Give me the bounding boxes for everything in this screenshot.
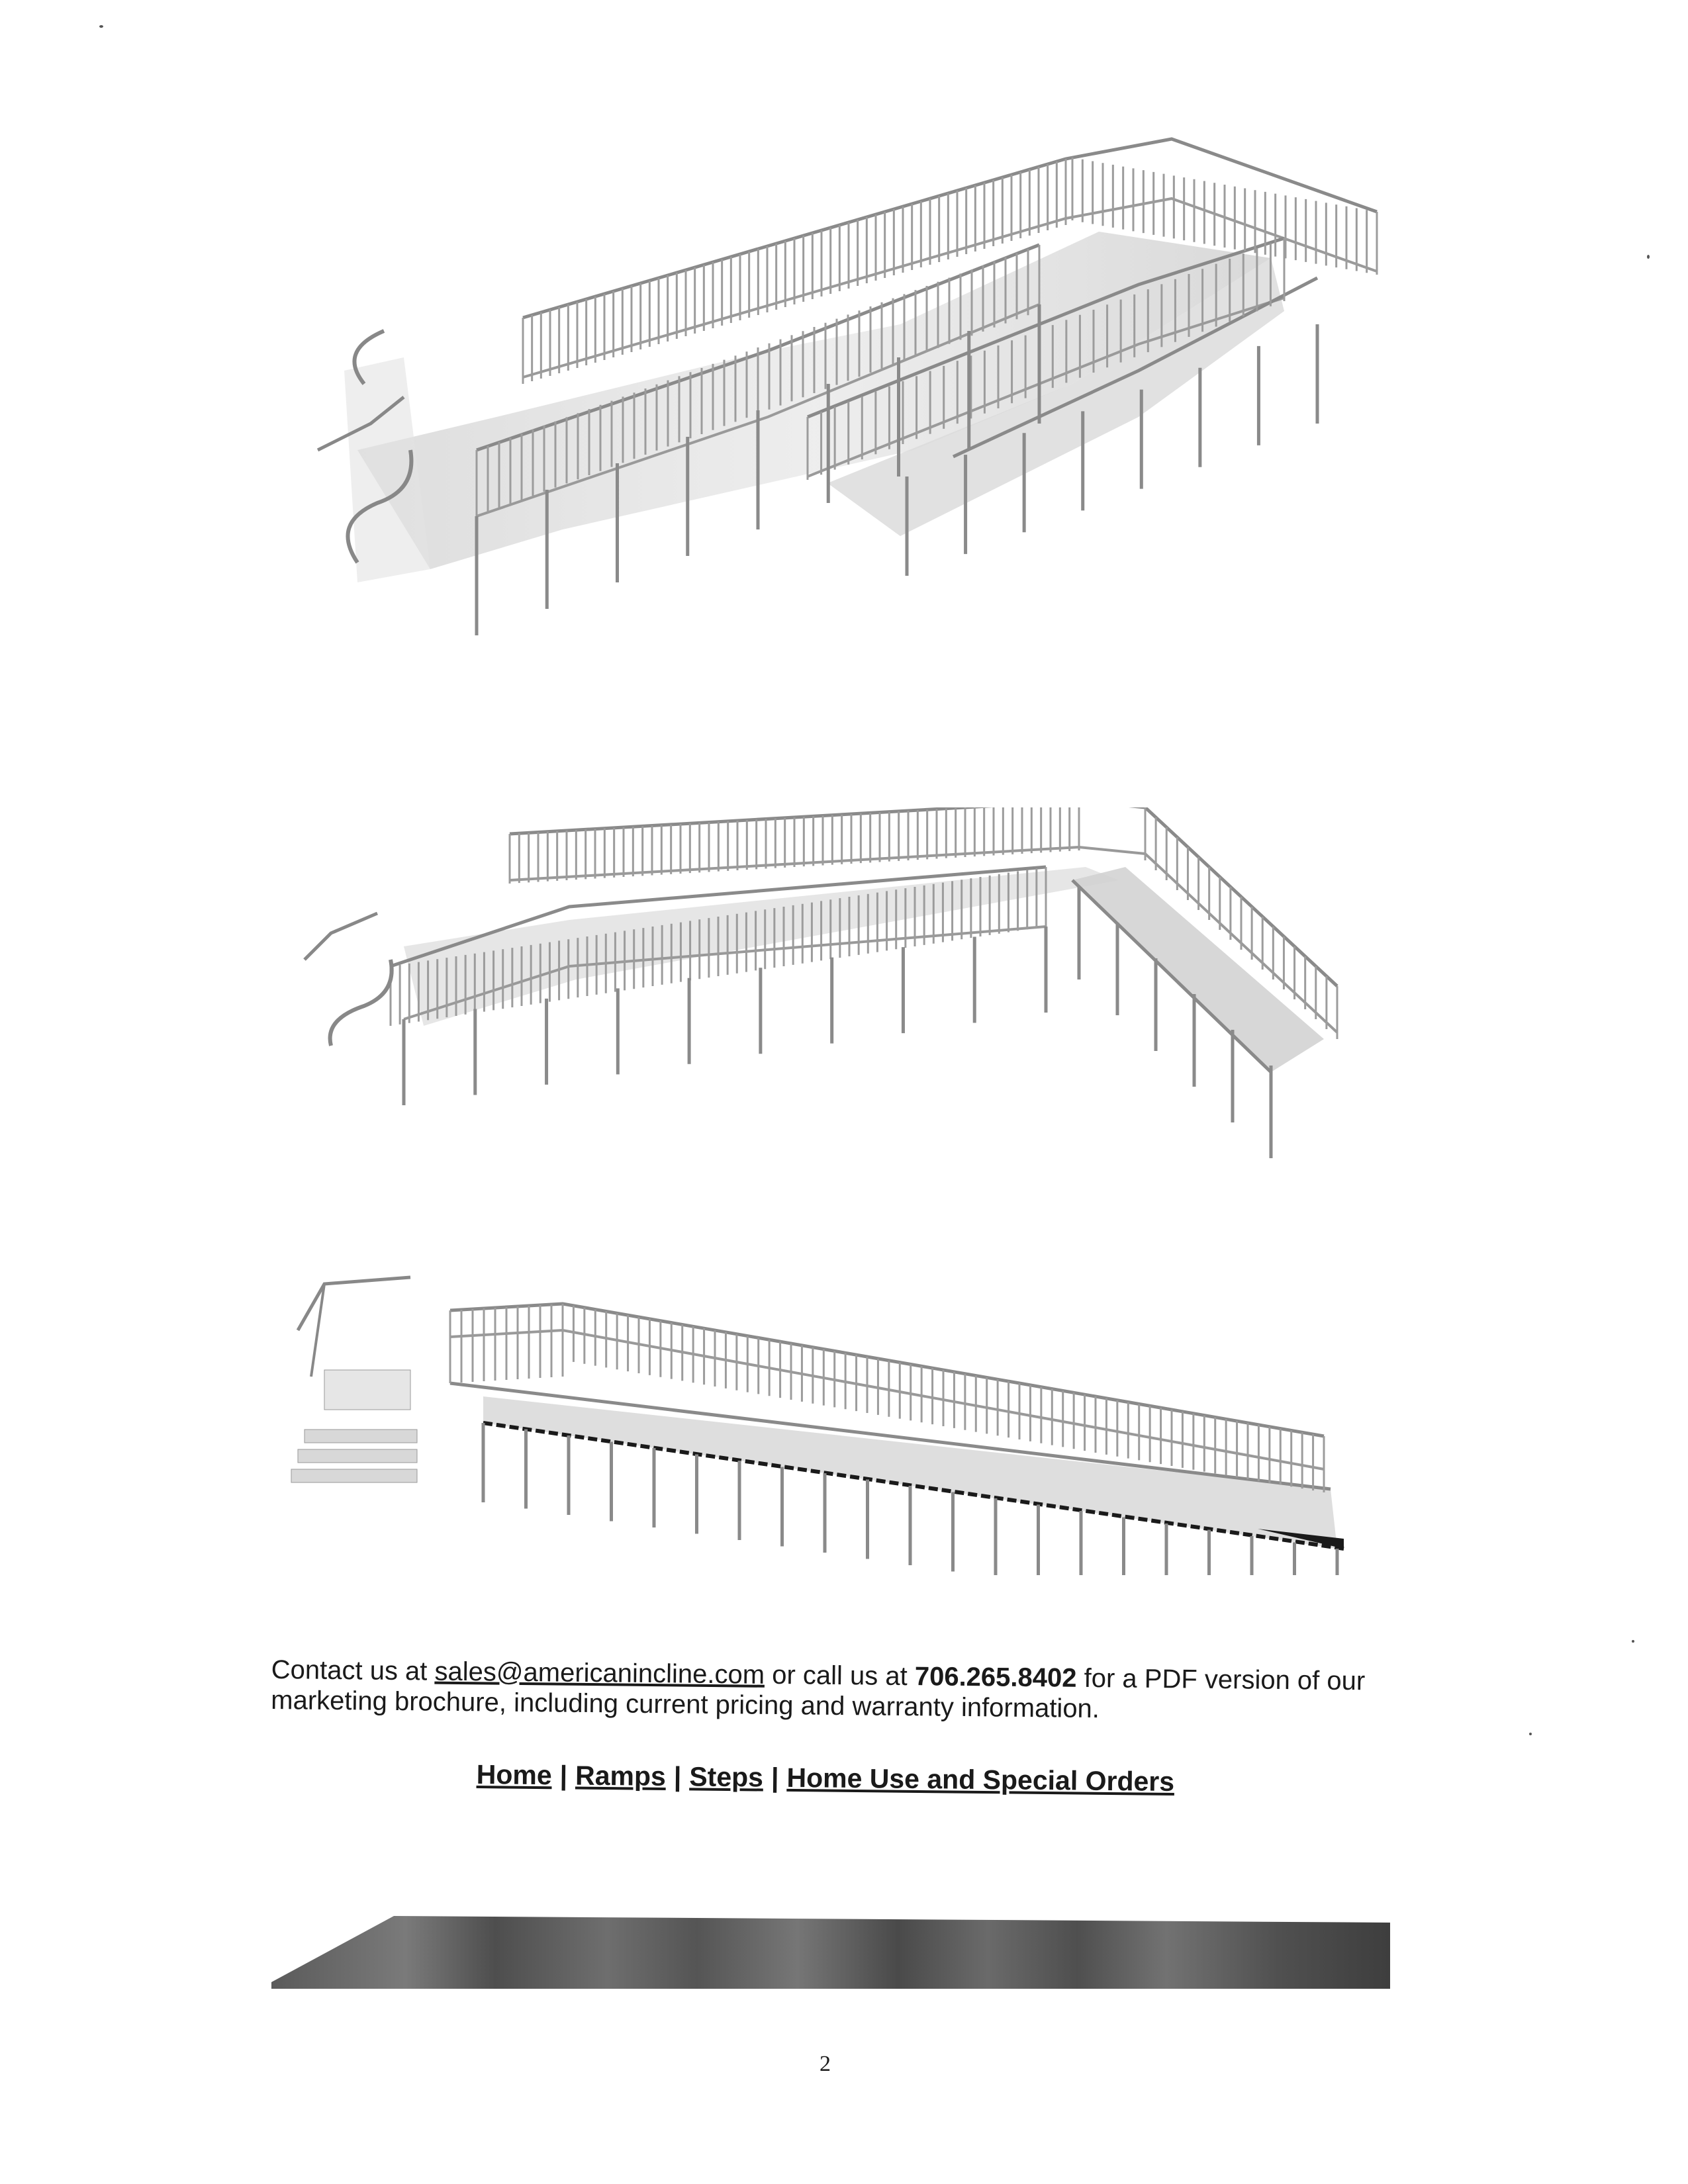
nav-link-home[interactable]: Home [476,1759,552,1791]
contact-middle: or call us at [764,1660,915,1692]
scan-speck [1647,255,1650,259]
nav-separator: | [673,1761,682,1792]
contact-suffix: for a PDF version of our marketing brochure, including current pricing and warranty information. [271,1663,1366,1724]
ramp-straight-with-steps-illustration [285,1271,1410,1575]
contact-paragraph [271,1655,1397,1727]
scan-speck [1632,1640,1634,1643]
nav-separator: | [771,1762,779,1793]
scan-speck [1529,1733,1532,1735]
ramp-l-shaped-illustration [291,807,1403,1178]
nav-separator: | [559,1760,568,1791]
contact-prefix: Contact us at [271,1655,435,1686]
decorative-ramp-bar [271,1916,1397,1989]
phone-number: 706.265.8402 [914,1662,1077,1693]
footer-nav [477,1759,1205,1798]
nav-link-ramps[interactable]: Ramps [575,1760,667,1792]
email-link[interactable]: sales@americanincline.com [434,1657,765,1690]
page-number: 2 [820,2052,831,2076]
nav-link-steps[interactable]: Steps [689,1761,764,1793]
ramp-switchback-illustration [278,106,1417,675]
nav-link-special-orders[interactable]: Home Use and Special Orders [786,1762,1175,1797]
scan-speck [99,25,103,28]
